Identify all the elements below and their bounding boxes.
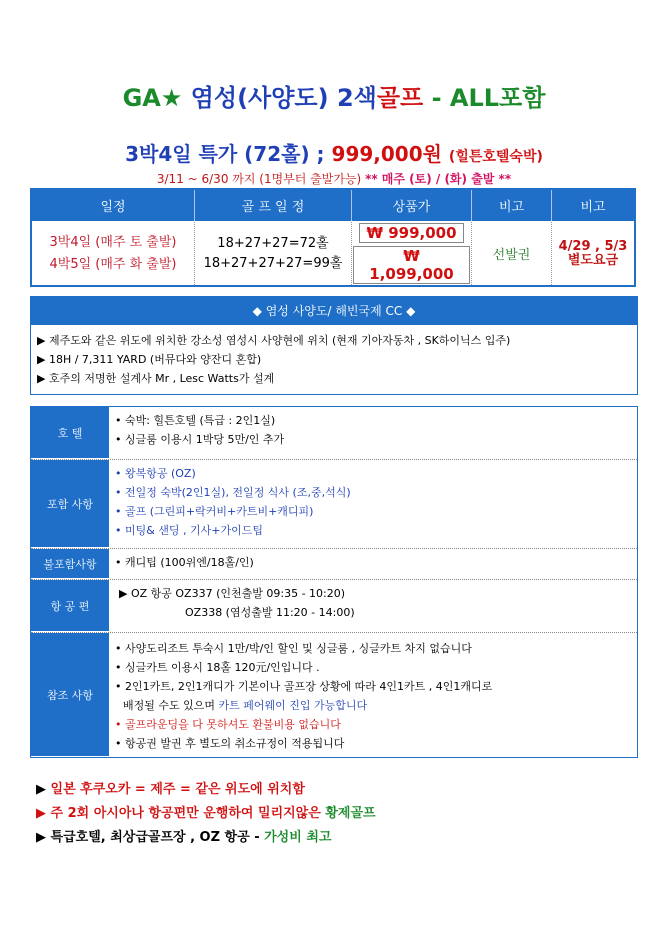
flight-value <box>109 580 637 632</box>
note1-cell: 선발권 <box>472 222 552 287</box>
flight-return: OZ338 (염성출발 11:20 - 14:00) <box>185 606 355 619</box>
highlight-line <box>36 826 376 850</box>
header-schedule: 일정 <box>31 189 195 222</box>
highlight-line <box>36 778 376 802</box>
header-golf: 골 프 일 정 <box>195 189 352 222</box>
hotel-value <box>109 407 637 459</box>
price-table-row <box>31 222 635 287</box>
date-range: 3/11 ~ 6/30 까지 (1명부터 출발가능) <box>156 172 362 186</box>
header-note1: 비고 <box>472 189 552 222</box>
hotel-row <box>31 407 637 460</box>
highlight-emphasis: 황제골프 <box>325 806 376 821</box>
included-line: • 왕복항공 (OZ) <box>115 467 196 480</box>
price-4n5d: ₩ 1,099,000 <box>353 246 470 284</box>
highlights <box>36 778 376 850</box>
hotel-line: • 싱글룸 이용시 1박당 5만/인 추가 <box>115 433 285 446</box>
note2-extra: 별도요금 <box>567 252 619 268</box>
hotel-line: • 숙박: 힐튼호텔 (특급 : 2인1실) <box>115 414 276 427</box>
included-row <box>31 460 637 549</box>
excluded-value: • 캐디팁 (100위엔/18홀/인) <box>115 556 254 569</box>
golf-99: 18+27+27+27=99홀 <box>203 255 343 271</box>
subtitle-hotel: (힐튼호텔숙박) <box>448 149 543 165</box>
title-twocolor: 2색 <box>336 84 377 112</box>
title-brand: GA★ <box>122 84 183 112</box>
course-header: ◆ 염성 사양도/ 해빈국제 CC ◆ <box>31 297 637 325</box>
hotel-label: 호 텔 <box>31 407 109 459</box>
note2-cell <box>552 222 636 287</box>
departure-dates <box>0 170 668 187</box>
highlight-text: 일본 후쿠오카 = 제주 = 같은 위도에 위치함 <box>50 782 305 797</box>
reference-line: • 싱글카트 이용시 18홀 120元/인입니다 . <box>115 661 320 674</box>
price-table-header <box>31 189 635 222</box>
subtitle-price: 999,000원 <box>331 142 442 166</box>
excluded-row <box>31 549 637 580</box>
reference-line: • 2인1카트, 2인1캐디가 기본이나 골프장 상황에 따라 4인1카트 , 4인1캐디로 <box>115 680 493 693</box>
reference-highlight: 카트 페어웨이 진입 가능합니다 <box>218 699 368 712</box>
reference-line: • 사양도리조트 투숙시 1만/박/인 할인 및 싱글룸 , 싱글카트 차지 없습니다 <box>115 642 472 655</box>
included-line: • 전일정 숙박(2인1실), 전일정 식사 (조,중,석식) <box>115 486 351 499</box>
subtitle <box>0 138 668 167</box>
reference-value <box>109 633 637 757</box>
title-allinclusive: - ALL포함 <box>431 84 546 112</box>
flight-outbound: ▶ OZ 항공 OZ337 (인천출발 09:35 - 10:20) <box>119 587 346 600</box>
included-label: 포함 사항 <box>31 460 109 548</box>
header-price: 상품가 <box>352 189 472 222</box>
reference-line <box>115 696 631 715</box>
course-line: ▶ 제주도와 같은 위도에 위치한 강소성 염성시 사양현에 위치 (현재 기아자동차 , SK하이닉스 입주) <box>37 334 511 347</box>
page-title <box>0 78 668 113</box>
info-section <box>30 406 638 758</box>
subtitle-package: 3박4일 특가 (72홀) ; <box>125 142 325 166</box>
flight-label: 항 공 편 <box>31 580 109 632</box>
included-line: • 미팅& 샌딩 , 기사+가이드팁 <box>115 524 264 537</box>
included-line: • 골프 (그린피+락커비+카트비+캐디피) <box>115 505 314 518</box>
course-line: ▶ 18H / 7,311 YARD (버뮤다와 양잔디 혼합) <box>37 353 262 366</box>
course-section <box>30 296 638 395</box>
highlight-emphasis: 가성비 최고 <box>264 830 332 845</box>
course-line: ▶ 호주의 저명한 설계사 Mr , Lesc Watts가 설계 <box>37 372 275 385</box>
reference-line: • 골프라운딩을 다 못하셔도 환불비용 없습니다 <box>115 718 341 731</box>
reference-row <box>31 633 637 757</box>
highlight-text: ▶ 주 2회 아시아나 항공편만 운행하여 밀리지않은 <box>36 806 326 821</box>
reference-text: 배정될 수도 있으며 <box>123 699 216 712</box>
title-destination: 염성(사양도) <box>190 84 329 112</box>
header-note2: 비고 <box>552 189 636 222</box>
schedule-3n4d: 3박4일 (매주 토 출발) <box>49 234 177 250</box>
golf-cell <box>195 222 352 287</box>
price-table <box>30 188 636 287</box>
note2-dates: 4/29 , 5/3 <box>558 238 628 254</box>
golf-72: 18+27+27=72홀 <box>217 235 329 251</box>
excluded-label: 불포함사항 <box>31 549 109 579</box>
weekly-departure: ** 매주 (토) / (화) 출발 ** <box>365 172 512 186</box>
price-3n4d: ₩ 999,000 <box>359 223 463 243</box>
reference-label: 참조 사항 <box>31 633 109 757</box>
highlight-line <box>36 802 376 826</box>
course-body <box>31 325 637 394</box>
included-value <box>109 460 637 548</box>
price-cell <box>352 222 472 287</box>
schedule-4n5d: 4박5일 (매주 화 출발) <box>49 256 177 272</box>
flight-row <box>31 580 637 633</box>
schedule-cell <box>31 222 195 287</box>
reference-line: • 항공권 발권 후 별도의 취소규정이 적용됩니다 <box>115 737 345 750</box>
title-golf: 골프 <box>376 84 424 112</box>
highlight-text: ▶ 특급호텔, 최상급골프장 , OZ 항공 - <box>36 830 265 845</box>
highlight-bullet: ▶ <box>36 782 51 797</box>
